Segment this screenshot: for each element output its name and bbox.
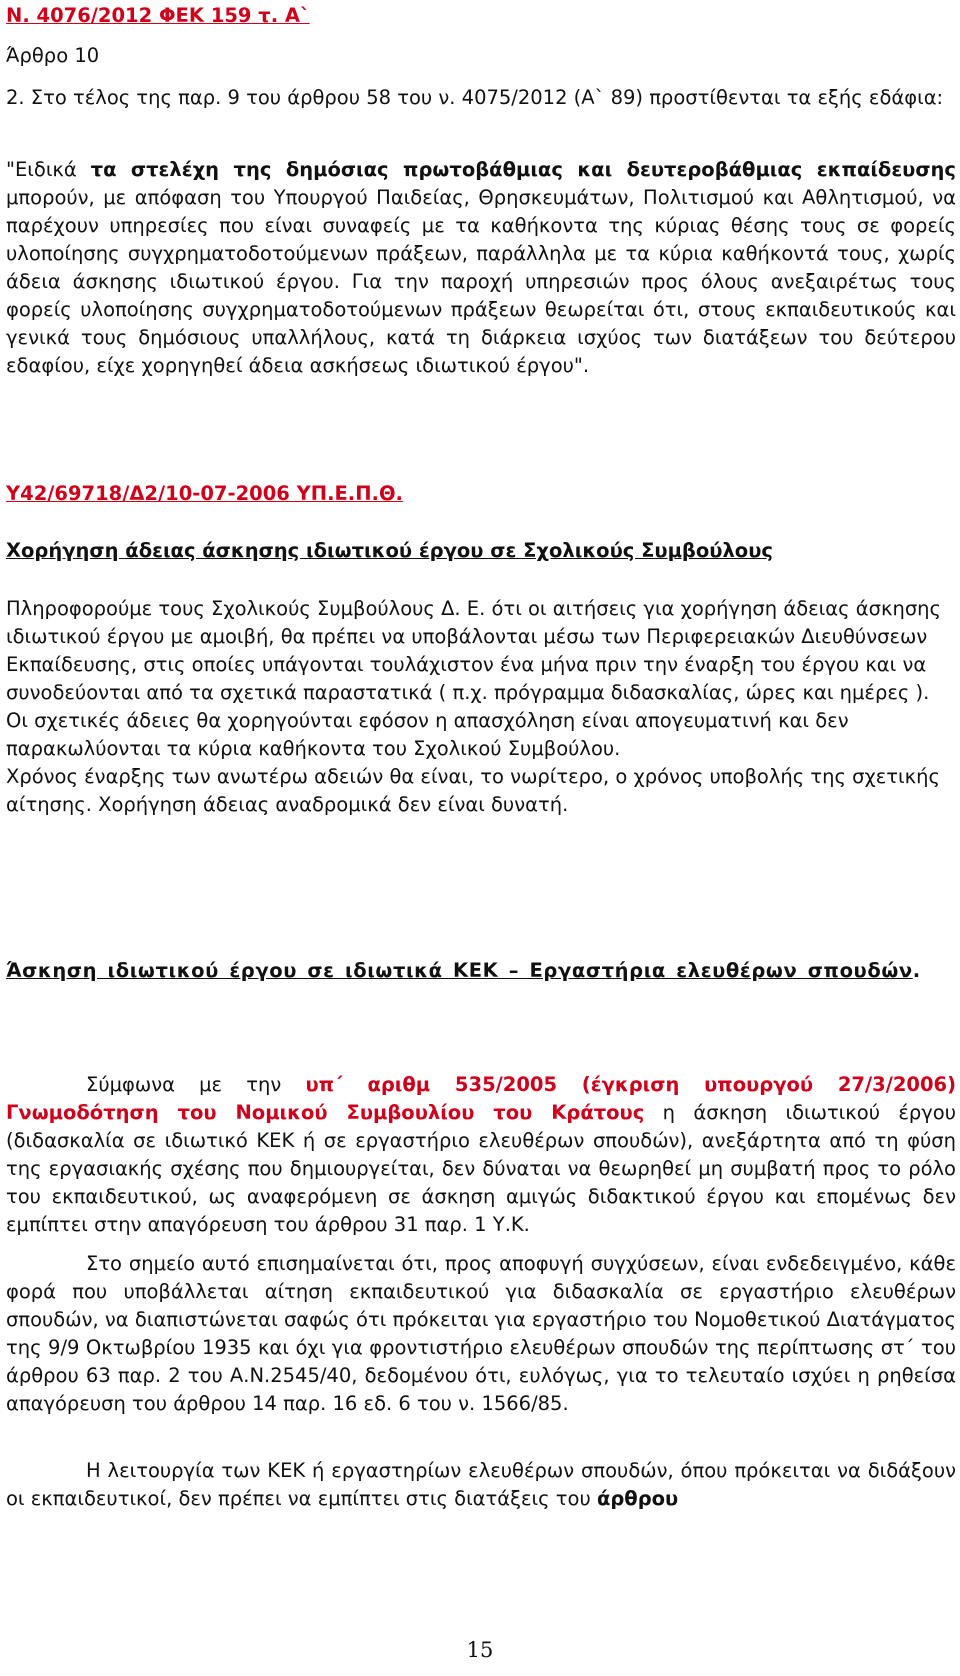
circular-paragraph-2: Χρόνος έναρξης των ανωτέρω αδειών θα είναι, το νωρίτερο, ο χρόνος υποβολής της σχετικής αίτησης. Χορήγηση άδειας αναδρομικά δεν είναι δυνατή. xyxy=(6,765,940,816)
section-heading-text: Άσκηση ιδιωτικού έργου σε ιδιωτικά ΚΕΚ – Εργαστήρια ελευθέρων σπουδών xyxy=(6,959,913,982)
opinion-intro: Σύμφωνα με την xyxy=(86,1073,306,1096)
section-heading-period: . xyxy=(912,959,921,982)
last-paragraph-bold: άρθρου xyxy=(596,1487,679,1510)
circular-text xyxy=(6,595,956,819)
last-paragraph xyxy=(6,1457,956,1513)
opinion-paragraph xyxy=(6,1071,956,1239)
law-reference: Ν. 4076/2012 ΦΕΚ 159 τ. Α` xyxy=(6,4,310,27)
section-heading xyxy=(6,957,956,985)
opinion-reference: υπ΄ αριθμ 535/2005 (έγκριση υπουργού 27/3/2006) Γνωμοδότηση του Νομικού Συμβουλίου του Κράτους xyxy=(6,1073,956,1124)
circular-paragraph-1: Πληροφορούμε τους Σχολικούς Συμβούλους Δ. Ε. ότι οι αιτήσεις για χορήγηση άδειας άσκησης ιδιωτικού έργου με αμοιβή, θα πρέπει να υποβάλονται μέσω των Περιφερειακών Διευθύνσεων Εκπαίδευσης, στις οποίες υπάγονται τουλάχιστον ένα μήνα πριν την έναρξη του έργου και να συνοδεύονται από τα σχετικά παραστατικά ( π.χ. πρόγραμμα διδασκαλίας, ώρες και ημέρες ). Οι σχετικές άδειες θα χορηγούνται εφόσον η απασχόληση είναι απογευματινή και δεν παρακωλύονται τα κύρια καθήκοντα του Σχολικού Συμβούλου. xyxy=(6,597,941,760)
opinion-body: η άσκηση ιδιωτικού έργου (διδασκαλία σε ιδιωτικό ΚΕΚ ή σε εργαστήριο ελευθέρων σπουδών), ανεξάρτητα από τη φύση της εργασιακής σχέσης που δημιουργείται, δεν δύναται να θεωρηθεί μη συμβατή προς το ρόλο του εκπαιδευτικού, ως αναφερόμενη σε άσκηση αμιγώς διδακτικού έργου και επομένως δεν εμπίπτει στην απαγόρευση του άρθρου 31 παρ. 1 Υ.Κ. xyxy=(6,1101,957,1236)
circular-title: Χορήγηση άδειας άσκησης ιδιωτικού έργου σε Σχολικούς Συμβούλους xyxy=(6,539,773,562)
last-paragraph-text: Η λειτουργία των ΚΕΚ ή εργαστηρίων ελευθέρων σπουδών, όπου πρόκειται να διδάξουν οι εκπαιδευτικοί, δεν πρέπει να εμπίπτει στις διατάξεις του xyxy=(6,1459,956,1510)
quote-body: μπορούν, με απόφαση του Υπουργού Παιδείας, Θρησκευμάτων, Πολιτισμού και Αθλητισμού, να παρέχουν υπηρεσίες που είναι συναφείς με τα καθήκοντα της κύριας θέσης τους σε φορείς υλοποίησης συγχρηματοδοτούμενων πράξεων, παράλληλα με τα κύρια καθήκοντά τους, χωρίς άδεια άσκησης ιδιωτικού έργου. Για την παροχή υπηρεσιών προς όλους ανεξαιρέτως τους φορείς υλοποίησης συγχρηματοδοτούμενων πράξεων θεωρείται ότι, στους εκπαιδευτικούς και γενικά τους δημόσιους υπαλλήλους, κατά τη διάρκεια ισχύος των διατάξεων του δεύτερου εδαφίου, είχε χορηγηθεί άδεια ασκήσεως ιδιωτικού έργου". xyxy=(6,186,956,377)
note-paragraph: Στο σημείο αυτό επισημαίνεται ότι, προς αποφυγή συγχύσεων, είναι ενδεδειγμένο, κάθε φορά που υποβάλλεται αίτηση εκπαιδευτικού για διδασκαλία σε εργαστήριο ελευθέρων σπουδών, να διαπιστώνεται σαφώς ότι πρόκειται για εργαστήριο του Νομοθετικού Διατάγματος της 9/9 Οκτωβρίου 1935 και όχι για φροντιστήριο ελευθέρων σπουδών της περίπτωσης στ΄ του άρθρου 63 παρ. 2 του Α.Ν.2545/40, δεδομένου ότι, ευλόγως, για το τελευταίο ισχύει η ρηθείσα απαγόρευση του άρθρου 14 παρ. 16 εδ. 6 του ν. 1566/85. xyxy=(6,1252,956,1415)
circular-reference: Υ42/69718/Δ2/10-07-2006 ΥΠ.Ε.Π.Θ. xyxy=(6,482,403,505)
page-number: 15 xyxy=(466,1638,494,1662)
quote-open: "Ειδικά xyxy=(6,158,91,181)
quote-bold-subject: τα στελέχη της δημόσιας πρωτοβάθμιας και δευτεροβάθμιας εκπαίδευσης xyxy=(90,158,956,181)
quoted-provision xyxy=(6,156,956,380)
article-heading: Άρθρο 10 xyxy=(6,44,100,67)
document-page xyxy=(6,0,956,1676)
paragraph-2: 2. Στο τέλος της παρ. 9 του άρθρου 58 του ν. 4075/2012 (Α` 89) προστίθενται τα εξής εδάφια: xyxy=(6,86,944,109)
